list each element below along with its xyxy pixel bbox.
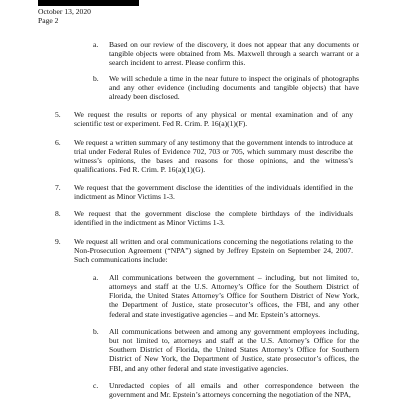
item-text: We will schedule a time in the near future to inspect the originals of photographs and any other evidence (including documents and tangible objects) that have already been disclosed. <box>109 74 359 102</box>
item-label: a. <box>93 40 99 49</box>
item-text: We request that the government disclose the identities of the individuals identified in the indictment as Minor Victims 1-3. <box>74 183 353 202</box>
item-text: We request the results or reports of any physical or mental examination and of any scientific test or experiment. Fed R. Crim. P. 16(a)(1)(F). <box>74 110 353 129</box>
request-item-5 <box>55 110 353 128</box>
item-text: All communications between the government – including, but not limited to, attorneys and staff at the U.S. Attorney’s Office for the Southern District of Florida, the United States Attorney’s Office for Southern District of New York, the Department of Justice, state prosecutor’s offices, the FBI, and any other federal and state investigative agencies – and Mr. Epstein’s attorneys. <box>109 273 359 319</box>
item-number: 9. <box>55 237 61 246</box>
request-item-7 <box>55 183 353 201</box>
request-item-continued-a <box>93 40 359 67</box>
request-item-8 <box>55 209 353 227</box>
item-text: We request a written summary of any testimony that the government intends to introduce at trial under Federal Rules of Evidence 702, 703 or 705, which summary must describe the witness’s opinions, the bases and reasons for those opinions, and the witness’s qualifications. Fed R. Crim. P. 16(a)(1)(G). <box>74 138 353 175</box>
page-number: Page 2 <box>38 16 59 25</box>
item-label: c. <box>93 381 99 390</box>
item-number: 7. <box>55 183 61 192</box>
request-item-6 <box>55 138 353 175</box>
item-label: a. <box>93 273 99 282</box>
item-text: Based on our review of the discovery, it does not appear that any documents or tangible objects were obtained from Ms. Maxwell through a search warrant or a search incident to arrest. Please confirm this. <box>109 40 359 68</box>
redaction-bar <box>38 0 139 6</box>
item-number: 6. <box>55 138 61 147</box>
item-text: Unredacted copies of all emails and other correspondence between the government and Mr. Epstein’s attorneys concerning the negotiation of the NPA, <box>109 381 359 400</box>
item-text: We request that the government disclose the complete birthdays of the individuals identified in the indictment as Minor Victims 1-3. <box>74 209 353 228</box>
item-label: b. <box>93 74 99 83</box>
item-text: All communications between and among any government employees including, but not limited to, attorneys and staff at the U.S. Attorney’s Office for the Southern District of Florida, the United States Attorney’s Office for Southern District of New York, the Department of Justice, state prosecutor’s offices, the FBI, and any other federal and state investigative agencies. <box>109 327 359 373</box>
item-text: We request all written and oral communications concerning the negotiations relating to the Non-Prosecution Agreement (“NPA”) signed by Jeffrey Epstein on September 24, 2007. Such communications include: <box>74 237 353 265</box>
item-label: b. <box>93 327 99 336</box>
request-item-9c <box>93 381 359 399</box>
item-number: 5. <box>55 110 61 119</box>
request-item-9b <box>93 327 359 373</box>
letter-date: October 13, 2020 <box>38 7 91 16</box>
request-item-continued-b <box>93 74 359 101</box>
item-number: 8. <box>55 209 61 218</box>
request-item-9a <box>93 273 359 319</box>
request-item-9 <box>55 237 353 264</box>
